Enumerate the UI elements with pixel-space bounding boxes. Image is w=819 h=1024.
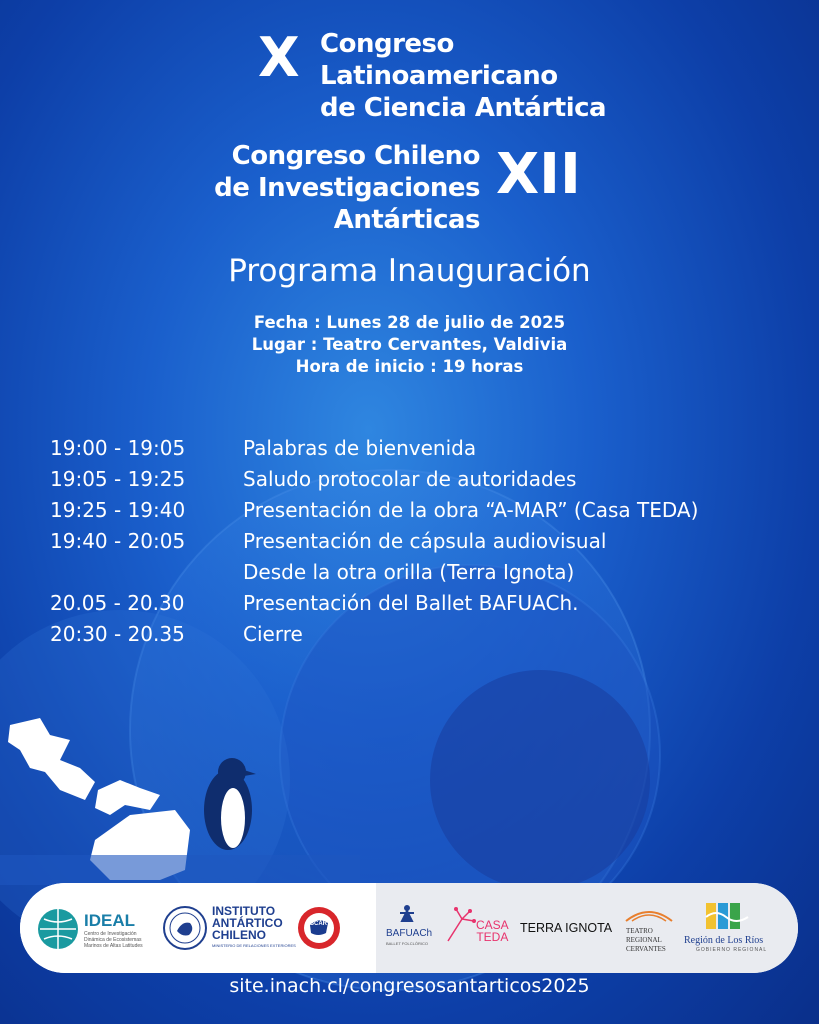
schedule-row	[50, 463, 790, 494]
footer-url-link[interactable]: site.inach.cl/congresosantarticos2025	[229, 975, 590, 997]
inach-line: CHILENO	[212, 928, 266, 942]
event-place: Lugar : Teatro Cervantes, Valdivia	[251, 335, 568, 354]
event-date: Fecha : Lunes 28 de julio de 2025	[253, 313, 566, 332]
teatro-line: TEATRO	[626, 927, 653, 935]
scar-seal-icon	[296, 905, 342, 951]
schedule-time: 19:25 - 19:40	[50, 497, 186, 522]
chile-title-line: de Investigaciones	[214, 173, 480, 203]
event-start-time: Hora de inicio : 19 horas	[295, 357, 524, 376]
chile-title-line: Congreso Chileno	[231, 141, 480, 171]
schedule-row	[50, 494, 790, 525]
teatro-arch-icon	[624, 905, 674, 923]
roman-numeral-x: X	[258, 26, 300, 89]
ideal-logo-subtitle: Centro de Investigación Dinámica de Ecosistemas Marinos de Altas Latitudes	[84, 931, 143, 949]
schedule-activity: Presentación del Ballet BAFUACh.	[243, 590, 579, 615]
schedule-activity: Cierre	[243, 621, 303, 646]
schedule-time: 19:00 - 19:05	[50, 435, 186, 460]
congress-title-line: de Ciencia Antártica	[320, 93, 607, 123]
bafuach-dancer-icon	[396, 903, 418, 927]
schedule-row	[50, 556, 790, 587]
schedule-activity: Saludo protocolar de autoridades	[243, 466, 577, 491]
casa-teda-logo-text	[476, 919, 509, 943]
schedule-activity: Presentación de cápsula audiovisual	[243, 528, 607, 553]
region-logo-text: Región de Los Ríos	[684, 935, 764, 946]
schedule-row	[50, 432, 790, 463]
congress-title-line: Congreso	[320, 29, 454, 59]
teatro-line: CERVANTES	[626, 945, 666, 953]
inach-seal-icon	[162, 905, 208, 951]
bafuach-logo-subtitle: BALLET FOLCLÓRICO	[386, 941, 428, 946]
schedule-row	[50, 525, 790, 556]
inach-logo-text	[212, 905, 283, 941]
congress-title	[320, 28, 640, 124]
scar-logo-text: SCAR	[310, 921, 328, 927]
schedule-row	[50, 587, 790, 618]
schedule-time: 19:40 - 20:05	[50, 528, 186, 553]
inach-line: INSTITUTO	[212, 904, 276, 918]
chile-title-line: Antárticas	[333, 205, 480, 235]
program-title: Programa Inauguración	[228, 253, 591, 289]
congress-title-line: Latinoamericano	[320, 61, 558, 91]
schedule-activity: Desde la otra orilla (Terra Ignota)	[243, 559, 575, 584]
ideal-globe-icon	[36, 907, 80, 951]
schedule-activity: Palabras de bienvenida	[243, 435, 477, 460]
region-logo-subtitle: GOBIERNO REGIONAL	[696, 947, 768, 953]
teatro-line: REGIONAL	[626, 936, 662, 944]
casa-teda-flower-icon	[444, 905, 480, 945]
schedule-activity: Presentación de la obra “A-MAR” (Casa TEDA)	[243, 497, 699, 522]
schedule	[50, 432, 790, 649]
schedule-row	[50, 618, 790, 649]
inach-logo-subtitle: MINISTERIO DE RELACIONES EXTERIORES	[212, 943, 296, 948]
casa-text: CASA	[476, 918, 509, 932]
teda-text: TEDA	[476, 930, 509, 944]
sponsor-logo-bar	[20, 883, 798, 973]
bafuach-logo-text: BAFUACh	[386, 928, 433, 939]
chile-congress-title	[214, 140, 480, 236]
event-info	[0, 312, 819, 378]
ideal-logo-text: IDEAL	[84, 911, 135, 930]
schedule-time: 19:05 - 19:25	[50, 466, 186, 491]
region-los-rios-emblem-icon	[704, 901, 750, 931]
schedule-time: 20.05 - 20.30	[50, 590, 185, 615]
inach-line: ANTÁRTICO	[212, 916, 283, 930]
teatro-logo-text	[626, 927, 666, 954]
schedule-time: 20:30 - 20.35	[50, 621, 185, 646]
terra-ignota-logo-text: TERRA IGNOTA	[520, 921, 613, 935]
roman-numeral-xii: XII	[496, 142, 581, 207]
